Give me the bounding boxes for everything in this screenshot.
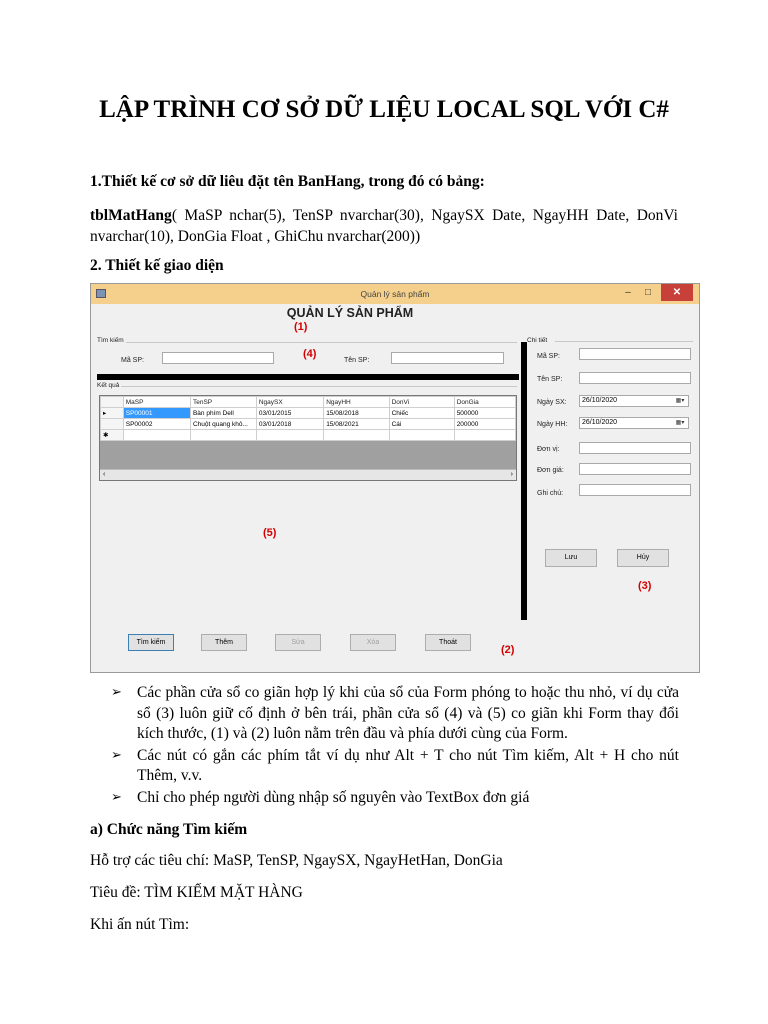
window-title: Quản lý sản phẩm — [360, 289, 430, 299]
search-tensp-label: Tên SP: — [344, 357, 370, 364]
grid-cell[interactable]: 200000 — [454, 419, 515, 430]
list-item: ➢ Chỉ cho phép người dùng nhập số nguyên vào TextBox đơn giá — [111, 788, 679, 809]
delete-button[interactable]: Xóa — [350, 634, 396, 651]
current-row-icon: ▸ — [101, 408, 124, 419]
detail-tensp-label: Tên SP: — [537, 376, 563, 383]
arrow-bullet-icon: ➢ — [111, 685, 122, 700]
detail-ngaysx-label: Ngày SX: — [537, 399, 567, 406]
table-row[interactable] — [101, 419, 516, 430]
maximize-icon[interactable]: □ — [644, 287, 652, 298]
result-group-border — [121, 386, 517, 387]
detail-dongia-label: Đơn giá: — [537, 467, 564, 474]
splitter-bar-horizontal[interactable] — [97, 374, 519, 380]
annotation-3: (3) — [638, 580, 652, 592]
annotation-1: (1) — [294, 321, 308, 333]
grid-cell[interactable]: Cái — [389, 419, 454, 430]
ngayhh-value: 26/10/2020 — [582, 419, 618, 426]
annotation-2: (2) — [501, 644, 515, 656]
scroll-right-icon[interactable]: › — [510, 471, 513, 478]
detail-group-label: Chi tiết — [527, 337, 548, 344]
result-group-label: Kết quả — [97, 382, 120, 389]
grid-cell[interactable] — [190, 430, 256, 441]
ngayhh-date-picker[interactable] — [579, 417, 689, 429]
detail-dongia-input[interactable] — [579, 463, 691, 475]
arrow-bullet-icon: ➢ — [111, 789, 122, 805]
detail-tensp-input[interactable] — [579, 372, 691, 384]
grid-corner — [101, 397, 124, 408]
schema-text: ( MaSP nchar(5), TenSP nvarchar(30), NgaySX Date, NgayHH Date, DonVi nvarchar(10), DonGia Float , GhiChu nvarchar(200)) — [90, 207, 678, 245]
section2-heading: 2. Thiết kế giao diện — [90, 257, 224, 274]
grid-column-header[interactable]: DonVi — [389, 397, 454, 408]
calendar-dropdown-icon[interactable]: ▦▾ — [675, 420, 685, 426]
grid-column-header[interactable]: MaSP — [123, 397, 190, 408]
grid-cell[interactable]: 15/08/2018 — [324, 408, 389, 419]
grid-cell[interactable]: Chiếc — [389, 408, 454, 419]
grid-cell[interactable]: SP00002 — [123, 419, 190, 430]
grid-cell[interactable] — [389, 430, 454, 441]
grid-cell[interactable] — [454, 430, 515, 441]
detail-donvi-label: Đơn vị: — [537, 446, 560, 453]
save-button[interactable]: Lưu — [545, 549, 597, 567]
search-masp-label: Mã SP: — [121, 357, 144, 364]
calendar-dropdown-icon[interactable]: ▦▾ — [675, 398, 685, 404]
schema-paragraph — [90, 205, 678, 247]
on-search-click-line: Khi ấn nút Tìm: — [90, 916, 190, 933]
grid-column-header[interactable]: TenSP — [190, 397, 256, 408]
grid-cell[interactable] — [123, 430, 190, 441]
search-criteria: Hỗ trợ các tiêu chí: MaSP, TenSP, NgaySX, NgayHetHan, DonGia — [90, 852, 503, 869]
cancel-button[interactable]: Hủy — [617, 549, 669, 567]
detail-ghichu-label: Ghi chú: — [537, 490, 564, 497]
grid-cell[interactable]: 500000 — [454, 408, 515, 419]
row-header — [101, 419, 124, 430]
grid-column-header[interactable]: NgayHH — [324, 397, 389, 408]
list-item: ➢ Các nút có gắn các phím tắt ví dụ như Alt + T cho nút Tìm kiếm, Alt + H cho nút Thêm, v.v. — [111, 746, 679, 784]
detail-donvi-input[interactable] — [579, 442, 691, 454]
annotation-4: (4) — [303, 348, 317, 360]
close-icon[interactable]: ✕ — [661, 284, 693, 301]
document-title: LẬP TRÌNH CƠ SỞ DỮ LIỆU LOCAL SQL VỚI C# — [99, 96, 669, 123]
detail-ghichu-input[interactable] — [579, 484, 691, 496]
ngaysx-date-picker[interactable] — [579, 395, 689, 407]
annotation-5: (5) — [263, 527, 277, 539]
ngaysx-value: 26/10/2020 — [582, 397, 618, 404]
form-window-screenshot — [90, 283, 700, 673]
grid-cell[interactable]: 03/01/2015 — [256, 408, 323, 419]
section1-heading: 1.Thiết kế cơ sở dữ liêu đặt tên BanHang, trong đó có bảng: — [90, 173, 485, 190]
new-row[interactable] — [101, 430, 516, 441]
grid-cell[interactable] — [256, 430, 323, 441]
search-group-border — [97, 342, 517, 343]
grid-column-header[interactable]: DonGia — [454, 397, 515, 408]
search-title-line: Tiêu đề: TÌM KIẾM MẶT HÀNG — [90, 884, 303, 901]
grid-header-row — [101, 397, 516, 408]
section-a-heading: a) Chức năng Tìm kiếm — [90, 821, 248, 838]
requirements-list — [111, 683, 679, 809]
list-item: ➢ Các phần cửa sổ co giãn hợp lý khi của sổ của Form phóng to hoặc thu nhỏ, ví dụ cửa sổ (3) luôn giữ cố định ở bên trái, phần cửa sổ (4) và (5) co giãn khi Form thay đổi kích thước, (1) và (2) luôn nằm trên đầu và phía dưới cùng của Form. — [111, 684, 679, 742]
table-row[interactable] — [101, 408, 516, 419]
form-heading: QUẢN LÝ SẢN PHẨM — [286, 306, 414, 320]
search-tensp-input[interactable] — [391, 352, 504, 364]
add-button[interactable]: Thêm — [201, 634, 247, 651]
splitter-bar-vertical[interactable] — [521, 342, 527, 620]
detail-ngayhh-label: Ngày HH: — [537, 421, 568, 428]
grid-cell[interactable]: Chuột quang khô... — [190, 419, 256, 430]
search-masp-input[interactable] — [162, 352, 274, 364]
window-titlebar — [91, 284, 699, 304]
grid-cell[interactable] — [324, 430, 389, 441]
arrow-bullet-icon: ➢ — [111, 747, 122, 763]
search-button[interactable]: Tìm kiếm — [128, 634, 174, 651]
search-group-label: Tìm kiếm — [97, 337, 124, 344]
exit-button[interactable]: Thoát — [425, 634, 471, 651]
detail-masp-input[interactable] — [579, 348, 691, 360]
scroll-left-icon[interactable]: ‹ — [103, 471, 106, 478]
grid-cell[interactable]: SP00001 — [123, 408, 190, 419]
grid-column-header[interactable]: NgaySX — [256, 397, 323, 408]
new-row-icon: ✱ — [101, 430, 124, 441]
grid-cell[interactable]: Bàn phím Dell — [190, 408, 256, 419]
minimize-icon[interactable]: – — [625, 287, 631, 298]
result-grid[interactable] — [99, 395, 517, 481]
grid-cell[interactable]: 15/08/2021 — [324, 419, 389, 430]
detail-group-border — [555, 341, 693, 342]
grid-horizontal-scrollbar[interactable] — [100, 469, 516, 480]
detail-masp-label: Mã SP: — [537, 353, 560, 360]
table-name: tblMatHang — [90, 207, 172, 224]
grid-cell[interactable]: 03/01/2018 — [256, 419, 323, 430]
edit-button[interactable]: Sửa — [275, 634, 321, 651]
